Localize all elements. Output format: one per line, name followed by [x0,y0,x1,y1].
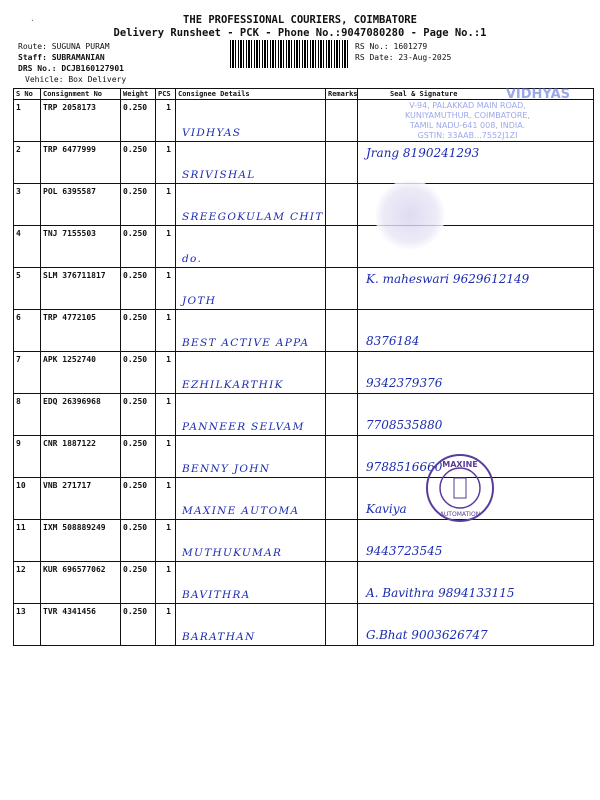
faded-stamp [375,180,445,250]
consignee-handwriting: MAXINE AUTOMA [182,505,300,517]
cell-consignee [176,184,326,226]
stamp-line1: V-94, PALAKKAD MAIN ROAD, [409,101,526,110]
seal-emblem [454,478,466,498]
consignee-handwriting: MUTHUKUMAR [182,547,283,559]
cell-sno: 5 [14,268,41,310]
cell-pcs: 1 [156,352,176,394]
col-pcs: PCS [156,89,176,100]
cell-remarks [326,142,358,184]
cell-weight: 0.250 [121,142,156,184]
cell-sno: 13 [14,604,41,646]
drs-label: DRS No.: [18,64,57,73]
seal-subtext: AUTOMATION [439,511,481,518]
cell-seal-signature [358,142,594,184]
scan-dot: · [30,16,35,25]
staff-name: SUBRAMANIAN [51,53,105,62]
cell-pcs: 1 [156,436,176,478]
cell-consignee [176,604,326,646]
consignee-handwriting: do. [182,253,203,265]
cell-consignment-no: SLM 376711817 [41,268,121,310]
signature-text: Jrang 8190241293 [366,146,480,160]
cell-seal-signature [358,562,594,604]
cell-remarks [326,226,358,268]
route: Route: SUGUNA PURAM [18,42,110,51]
maxine-seal [424,452,496,524]
cell-weight: 0.250 [121,394,156,436]
cell-sno: 4 [14,226,41,268]
consignee-handwriting: PANNEER SELVAM [182,421,305,433]
table-row [14,184,594,226]
cell-remarks [326,184,358,226]
cell-sno: 1 [14,100,41,142]
cell-weight: 0.250 [121,604,156,646]
consignee-handwriting: SREEGOKULAM CHIT [182,211,324,223]
cell-remarks [326,604,358,646]
cell-weight: 0.250 [121,310,156,352]
rs-number: RS No.: 1601279 [355,42,428,51]
col-consignee: Consignee Details [176,89,326,100]
cell-remarks [326,310,358,352]
cell-consignment-no: TRP 6477999 [41,142,121,184]
cell-remarks [326,268,358,310]
cell-seal-signature [358,520,594,562]
signature-text: K. maheswari 9629612149 [366,272,530,286]
consignee-handwriting: EZHILKARTHIK [182,379,284,391]
cell-pcs: 1 [156,310,176,352]
cell-weight: 0.250 [121,520,156,562]
signature-text: 9443723545 [366,544,443,558]
cell-weight: 0.250 [121,100,156,142]
company-stamp [365,88,570,141]
consignee-handwriting: BENNY JOHN [182,463,271,475]
table-row [14,268,594,310]
cell-sno: 9 [14,436,41,478]
consignee-handwriting: BARATHAN [182,631,256,643]
cell-weight: 0.250 [121,184,156,226]
signature-text: 7708535880 [366,418,443,432]
col-sno: S No [14,89,41,100]
cell-consignee [176,226,326,268]
cell-consignee [176,142,326,184]
cell-weight: 0.250 [121,226,156,268]
cell-consignee [176,562,326,604]
staff [18,53,105,62]
cell-sno: 6 [14,310,41,352]
cell-pcs: 1 [156,478,176,520]
cell-consignee [176,520,326,562]
table-row [14,394,594,436]
signature-text: Kaviya [366,502,407,516]
cell-consignee [176,268,326,310]
cell-consignee [176,310,326,352]
cell-weight: 0.250 [121,268,156,310]
consignee-handwriting: JOTH [182,295,217,307]
cell-pcs: 1 [156,562,176,604]
cell-consignment-no: IXM 508889249 [41,520,121,562]
signature-text: G.Bhat 9003626747 [366,628,488,642]
cell-pcs: 1 [156,100,176,142]
col-seal-signature: Seal & Signature [358,89,594,100]
cell-remarks [326,394,358,436]
cell-sno: 11 [14,520,41,562]
cell-remarks [326,478,358,520]
cell-sno: 12 [14,562,41,604]
col-consignment: Consignment No [41,89,121,100]
cell-sno: 7 [14,352,41,394]
cell-sno: 3 [14,184,41,226]
cell-remarks [326,436,358,478]
cell-sno: 8 [14,394,41,436]
cell-weight: 0.250 [121,352,156,394]
col-remarks: Remarks [326,89,358,100]
cell-consignee [176,478,326,520]
seal-inner-ring [440,468,480,508]
cell-consignment-no: TRP 2058173 [41,100,121,142]
runsheet-table [13,88,594,646]
table-row [14,226,594,268]
cell-pcs: 1 [156,226,176,268]
cell-remarks [326,520,358,562]
signature-text: 9342379376 [366,376,443,390]
cell-pcs: 1 [156,184,176,226]
seal-text: MAXINE [442,460,478,469]
cell-consignment-no: TVR 4341456 [41,604,121,646]
drs-number [18,64,124,73]
consignee-handwriting: VIDHYAS [182,127,242,139]
cell-pcs: 1 [156,142,176,184]
cell-consignee [176,394,326,436]
cell-consignment-no: TNJ 7155503 [41,226,121,268]
stamp-line3: TAMIL NADU-641 008, INDIA. [409,121,526,130]
cell-consignment-no: KUR 696577062 [41,562,121,604]
table-row [14,436,594,478]
runsheet-subtitle: Delivery Runsheet - PCK - Phone No.:9047080280 - Page No.:1 [113,27,487,39]
cell-seal-signature [358,310,594,352]
cell-consignee [176,100,326,142]
cell-seal-signature [358,352,594,394]
consignee-handwriting: BEST ACTIVE APPA [182,337,310,349]
col-weight: Weight [121,89,156,100]
stamp-line2: KUNIYAMUTHUR, COIMBATORE, [405,111,530,120]
consignee-handwriting: SRIVISHAL [182,169,256,181]
signature-text: A. Bavithra 9894133115 [366,586,515,600]
vehicle: Vehicle: Box Delivery [25,75,127,84]
cell-consignee [176,436,326,478]
cell-weight: 0.250 [121,562,156,604]
signature-text: 9788516660 [366,460,443,474]
cell-pcs: 1 [156,520,176,562]
rs-date: RS Date: 23-Aug-2025 [355,53,452,62]
cell-consignment-no: CNR 1887122 [41,436,121,478]
cell-sno: 10 [14,478,41,520]
signature-text: 8376184 [366,334,420,348]
cell-consignment-no: EDQ 26396968 [41,394,121,436]
consignee-handwriting: BAVITHRA [182,589,251,601]
table-row [14,520,594,562]
cell-consignment-no: VNB 271717 [41,478,121,520]
table-row [14,352,594,394]
page-title: THE PROFESSIONAL COURIERS, COIMBATORE [183,14,417,26]
cell-seal-signature [358,604,594,646]
staff-label: Staff: [18,53,47,62]
cell-remarks [326,352,358,394]
table-row [14,142,594,184]
drs-value: DCJB160127901 [61,64,124,73]
table-row [14,310,594,352]
cell-sno: 2 [14,142,41,184]
stamp-line4: GSTIN: 33AAB...7552J1ZI [417,131,518,140]
cell-remarks [326,100,358,142]
table-row [14,478,594,520]
cell-seal-signature [358,268,594,310]
cell-consignment-no: POL 6395587 [41,184,121,226]
cell-consignee [176,352,326,394]
cell-weight: 0.250 [121,478,156,520]
cell-weight: 0.250 [121,436,156,478]
cell-remarks [326,562,358,604]
cell-pcs: 1 [156,268,176,310]
cell-consignment-no: APK 1252740 [41,352,121,394]
cell-pcs: 1 [156,394,176,436]
cell-seal-signature [358,394,594,436]
cell-consignment-no: TRP 4772105 [41,310,121,352]
barcode [230,40,350,68]
stamp-name: VIDHYAS [505,87,570,102]
table-row [14,604,594,646]
table-row [14,562,594,604]
cell-pcs: 1 [156,604,176,646]
